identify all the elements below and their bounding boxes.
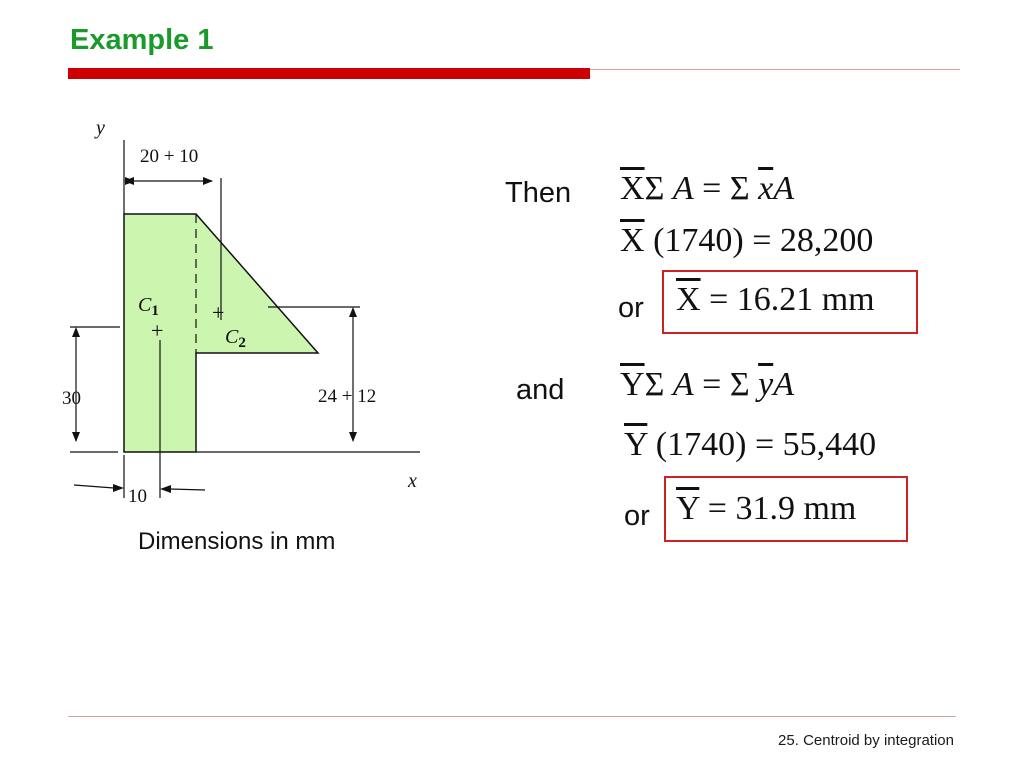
x-axis-label: x — [408, 470, 417, 492]
footer-text: 25. Centroid by integration — [778, 732, 954, 749]
centroid-c1-plus: + — [151, 318, 164, 343]
x-result: $\overline{X} = 16.21$ mm — [676, 281, 875, 318]
bottom-dim-arrow-right — [170, 489, 205, 490]
x-equation-1: $\overline{X}\Sigma$ A = Σ $\overline{x}A$ — [620, 170, 794, 207]
centroid-c2-plus: + — [212, 300, 225, 325]
footer-rule — [68, 716, 956, 717]
left-dim-arrowhead-top — [72, 327, 80, 337]
y-equation-1: $\overline{Y}\Sigma$ A = Σ $\overline{y}A$ — [620, 366, 794, 403]
right-dim-label: 24 + 12 — [318, 386, 377, 407]
bottom-dim-arrowhead-left — [113, 484, 124, 492]
left-dim-label: 30 — [62, 388, 81, 409]
slide-title: Example 1 — [70, 24, 214, 56]
y-equation-2: $\overline{Y}$ (1740) = 55,440 — [624, 426, 877, 463]
bottom-dim-arrowhead-right — [160, 485, 171, 493]
top-dim-label: 20 + 10 — [140, 146, 199, 167]
centroid-c2-label: $C_2$ — [225, 326, 246, 351]
and-label: and — [516, 374, 565, 406]
bottom-dim-arrow-left — [74, 485, 114, 488]
right-dim-arrowhead-top — [349, 307, 357, 317]
bottom-dim-label: 10 — [128, 486, 147, 507]
y-result: $\overline{Y} = 31.9$ mm — [676, 490, 857, 527]
dimensions-caption: Dimensions in mm — [138, 528, 336, 555]
x-or-label: or — [618, 292, 644, 324]
top-dim-arrowhead-left — [124, 177, 134, 185]
y-axis-label: y — [96, 117, 105, 139]
centroid-c1-label: $C_1$ — [138, 294, 159, 319]
y-or-label: or — [624, 500, 650, 532]
x-equation-2: $\overline{X}$ (1740) = 28,200 — [620, 222, 874, 259]
then-label: Then — [505, 177, 572, 209]
